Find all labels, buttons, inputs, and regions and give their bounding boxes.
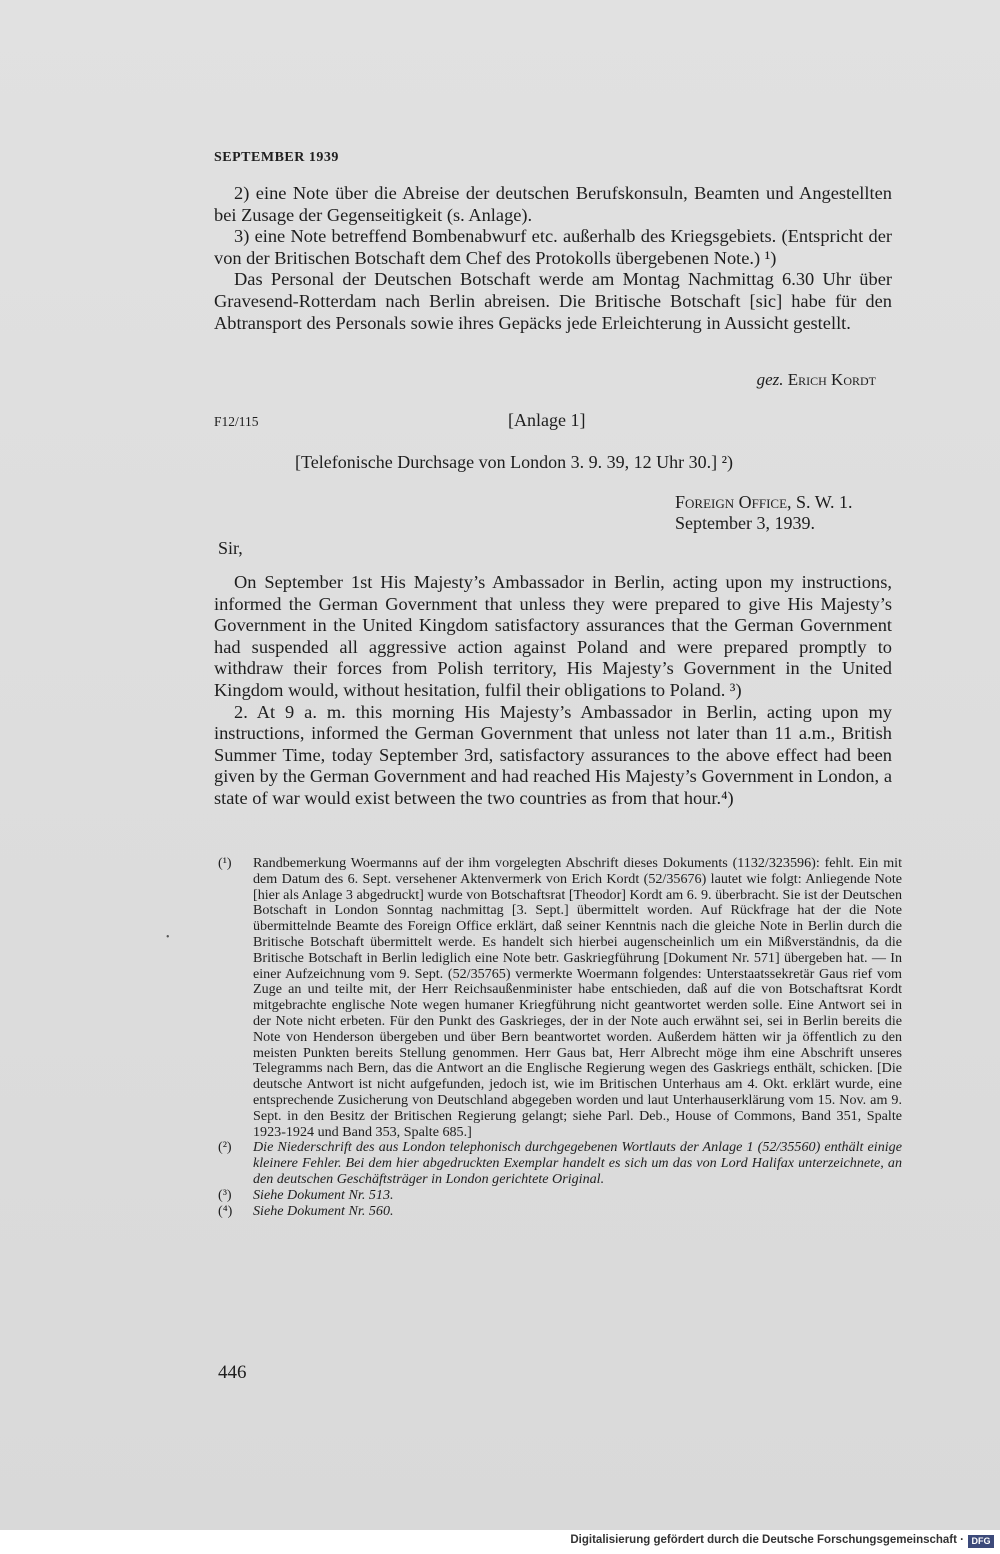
salutation: Sir, <box>218 538 243 558</box>
signature-name: Erich Kordt <box>787 370 876 389</box>
footnote <box>218 1204 902 1220</box>
letter-date: September 3, 1939. <box>675 513 815 533</box>
footer-bar <box>0 1530 1000 1554</box>
dfg-logo-icon: DFG <box>968 1535 994 1548</box>
footnote-number: (¹) <box>218 855 232 871</box>
paragraph: 2. At 9 a. m. this morning His Majesty’s Ambassador in Berlin, acting upon my instructions, informed the German Government that unless not later than 11 a.m., British Summer Time, today September 3rd, satisfactory assurances to the above effect had been given by the German Government and had reached His Majesty’s Government in London, a state of war would exist between the two countries as from that hour.⁴) <box>214 701 892 808</box>
signature <box>757 370 876 390</box>
footnote-text: Randbemerkung Woermanns auf der ihm vorgelegten Abschrift dieses Dokuments (1132/323596): fehlt. Ein mit dem Datum des 6. Sept. versehener Aktenvermerk von Erich Kordt (52/35676) lautet wie folgt: Anliegende Note [hier als Anlage 3 abgedruckt] wurde von Botschaftsrat [Theodor] Kordt am 6. 9. überbracht. Sie ist der Deutschen Botschaft in London Sonntag nachmittag [3. Sept.] übermittelt worden. Auf Rückfrage hat der die Note übermittelnde Beamte des Foreign Office erklärt, daß seiner Kenntnis nach die gleiche Note in Berlin durch die Britische Botschaft übermittelt werde. Es handelt sich hierbei augenscheinlich um ein Mißverständnis, da die Britische Botschaft in Berlin lediglich eine Note betr. Gaskriegführung [Dokument Nr. 571] übergeben hat. — In einer Aufzeichnung vom 9. Sept. (52/35765) vermerkte Woermann folgendes: Unterstaatssekretär Gaus rief vom Zuge an und teilte mit, der Herr Reichsaußenminister habe entschieden, daß auf die von Botschaftsrat Kordt mitgebrachte englische Note wegen humaner Kriegführung nicht geantwortet werden solle. Eine Antwort sei in der Note nicht erbeten. Für den Punkt des Gaskrieges, der in der Note auch erwähnt sei, sei in Berlin bereits die Note von Henderson übergeben und über Bern beantwortet worden. Außerdem hätten wir ja öffentlich zu den meisten Punkten bereits Stellung genommen. Herr Gaus bat, Herr Albrecht möge ihm eine Abschrift unseres Telegramms nach Bern, das die Antwort an die Englische Regierung wegen des Gaskriegs enthält, schicken. [Die deutsche Antwort ist nicht aufgefunden, jedoch ist, wie im Britischen Unterhaus am 4. Okt. erklärt wurde, eine entsprechende Zusicherung von Deutschland abgegeben worden und laut Unterhauserklärung vom 15. Nov. am 9. Sept. in den Besitz der Britischen Regierung gelangt; siehe Parl. Deb., House of Commons, Band 351, Spalte 1923-1924 und Band 353, Spalte 685.] <box>253 855 902 1140</box>
footnote-text: Siehe Dokument Nr. 513. <box>253 1186 394 1203</box>
transmission-note: [Telefonische Durchsage von London 3. 9. 39, 12 Uhr 30.] ²) <box>295 452 734 472</box>
page-number: 446 <box>218 1362 247 1383</box>
paragraph: 2) eine Note über die Abreise der deutschen Berufskonsuln, Beamten und Angestellten bei Zusage der Gegenseitigkeit (s. Anlage). <box>214 183 892 225</box>
document-reference: F12/115 <box>214 414 259 429</box>
paragraph: Das Personal der Deutschen Botschaft werde am Montag Nachmittag 6.30 Uhr über Gravesend-Rotterdam nach Berlin abreisen. Die Britische Botschaft [sic] habe für den Abtransport des Personals sowie ihres Gepäcks jede Erleichterung in Aussicht gestellt. <box>214 269 892 333</box>
footnote <box>218 1188 902 1204</box>
footnote-text: Die Niederschrift des aus London telephonisch durchgegebenen Wortlauts der Anlage 1 (52/35560) enthält einige kleinere Fehler. Bei dem hier abgedruckten Exemplar handelt es sich um das von Lord Halifax unterzeichnete, an den deutschen Geschäftsträger in London gerichtete Original. <box>253 1139 902 1187</box>
footnotes <box>218 856 902 1219</box>
letter-address <box>675 492 853 534</box>
top-body <box>214 183 892 334</box>
footnote-number: (⁴) <box>218 1202 233 1219</box>
sender-office: Foreign Office, S. W. 1. <box>675 492 853 512</box>
margin-mark: • <box>166 932 170 943</box>
footnote-text: Siehe Dokument Nr. 560. <box>253 1202 394 1219</box>
anlage-title: [Anlage 1] <box>508 410 586 430</box>
footnote-number: (²) <box>218 1139 232 1156</box>
paragraph: On September 1st His Majesty’s Ambassador in Berlin, acting upon my instructions, informed the German Government that unless they were prepared to give His Majesty’s Government in the United Kingdom satisfactory assurances that the German Government had suspended all aggressive action against Poland and were prepared promptly to withdraw their forces from Polish territory, His Majesty’s Government in the United Kingdom would, without hesitation, fulfil their obligations to Poland. ³) <box>214 572 892 700</box>
footnote <box>218 1140 902 1187</box>
signature-prefix: gez. <box>756 370 784 389</box>
letter-body <box>214 572 892 810</box>
paragraph: 3) eine Note betreffend Bombenabwurf etc. außerhalb des Kriegsgebiets. (Entspricht der von der Britischen Botschaft dem Chef des Protokolls übergebenen Note.) ¹) <box>214 226 892 268</box>
footnote-number: (³) <box>218 1186 232 1203</box>
running-header: SEPTEMBER 1939 <box>214 150 339 165</box>
footnote <box>218 856 902 1140</box>
funding-note: Digitalisierung gefördert durch die Deutsche Forschungsgemeinschaft · <box>570 1534 964 1546</box>
